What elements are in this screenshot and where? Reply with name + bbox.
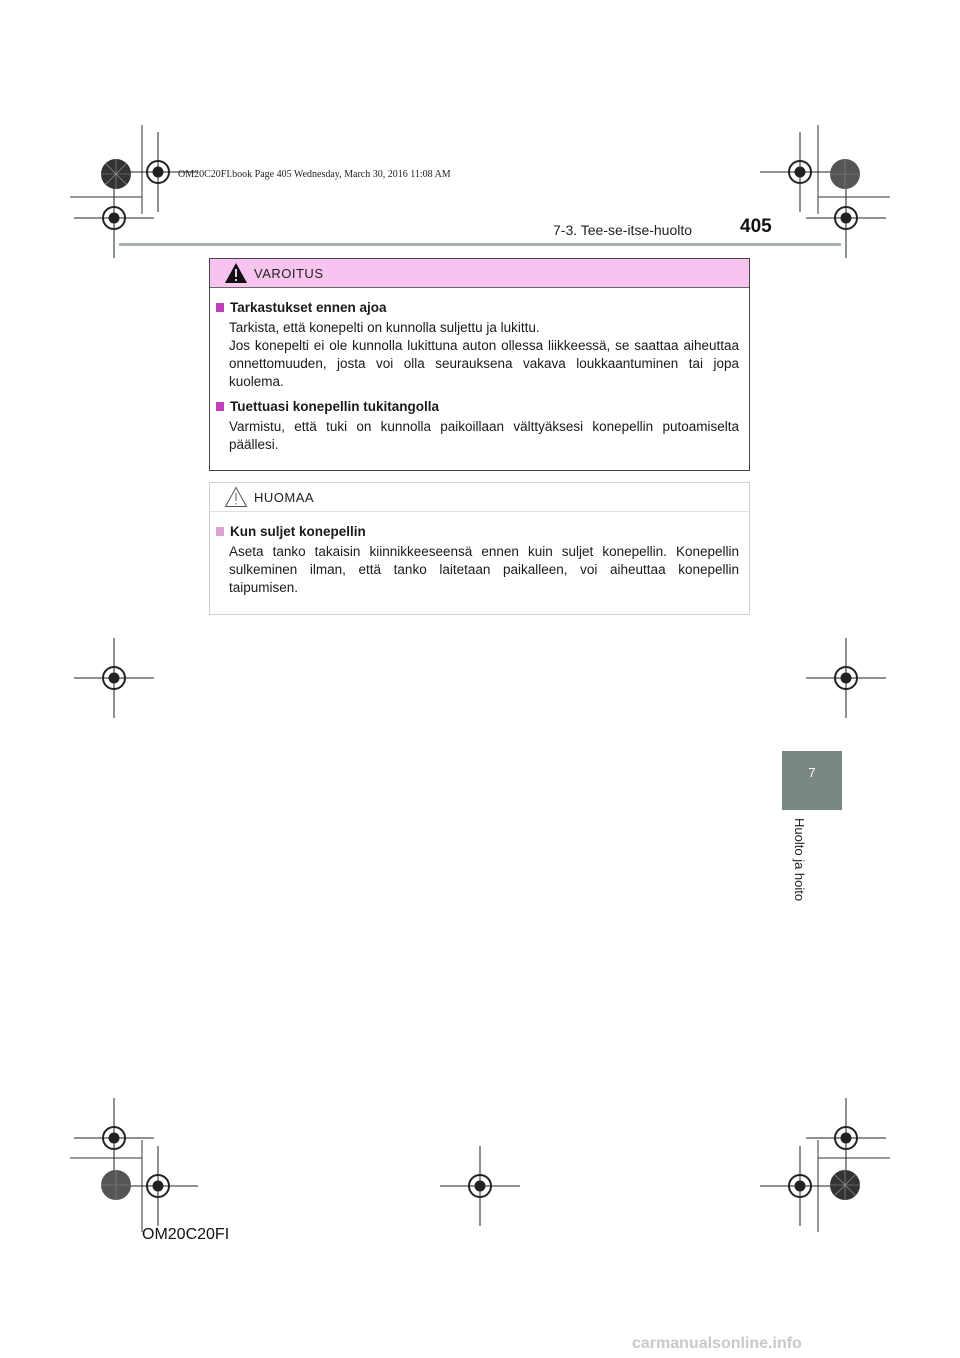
warning-item-text: Varmistu, että tuki on kunnolla paikoillaan välttyäksesi konepellin putoamiselta päällesi. xyxy=(229,419,739,452)
starburst-mark-icon xyxy=(100,158,132,190)
square-bullet-icon xyxy=(216,303,224,312)
chapter-tab: 7 xyxy=(782,751,842,810)
page-number: 405 xyxy=(740,216,772,237)
warning-body xyxy=(210,288,749,454)
starburst-mark-icon xyxy=(829,1169,861,1201)
warning-header xyxy=(210,259,749,288)
footer-code: OM20C20FI xyxy=(142,1226,230,1243)
warning-item-title: Tarkastukset ennen ajoa xyxy=(216,300,739,315)
notice-header xyxy=(210,483,749,512)
starburst-mark-icon xyxy=(100,1169,132,1201)
chapter-side-label: Huolto ja hoito xyxy=(792,818,807,902)
header-rule xyxy=(119,243,841,246)
warning-box xyxy=(209,258,750,471)
watermark: carmanualsonline.info xyxy=(632,1335,802,1352)
notice-body xyxy=(210,512,749,597)
notice-item-title: Kun suljet konepellin xyxy=(216,524,739,539)
warning-item-text: Tarkista, että konepelti on kunnolla suljettu ja lukittu. Jos konepelti ei ole kunnolla lukittuna auton ollessa liikkeessä, se saattaa aiheuttaa onnettomuuden, josta voi olla seurauksena vakava loukkaantuminen tai jopa kuolema. xyxy=(229,320,739,389)
notice-item-text: Aseta tanko takaisin kiinnikkeeseensä ennen kuin suljet konepellin. Konepellin sulkeminen ilman, että tanko laitetaan paikalleen, voi aiheuttaa konepellin taipumisen. xyxy=(229,544,739,595)
crosshair-icon xyxy=(74,178,154,258)
notice-label: HUOMAA xyxy=(254,489,315,505)
square-bullet-icon xyxy=(216,527,224,536)
section-title: 7-3. Tee-se-itse-huolto xyxy=(553,222,693,238)
crosshair-icon xyxy=(74,638,154,718)
caution-triangle-icon xyxy=(224,486,248,508)
square-bullet-icon xyxy=(216,402,224,411)
warning-triangle-icon xyxy=(224,262,248,284)
warning-item-title: Tuettuasi konepellin tukitangolla xyxy=(216,399,739,414)
crosshair-icon xyxy=(760,1146,840,1226)
crosshair-icon xyxy=(440,1146,520,1226)
warning-label: VAROITUS xyxy=(254,265,324,281)
crosshair-icon xyxy=(806,638,886,718)
notice-box xyxy=(209,482,750,615)
starburst-mark-icon xyxy=(829,158,861,190)
print-header: OM20C20FI.book Page 405 Wednesday, March 30, 2016 11:08 AM xyxy=(178,169,451,180)
crosshair-icon xyxy=(806,178,886,258)
